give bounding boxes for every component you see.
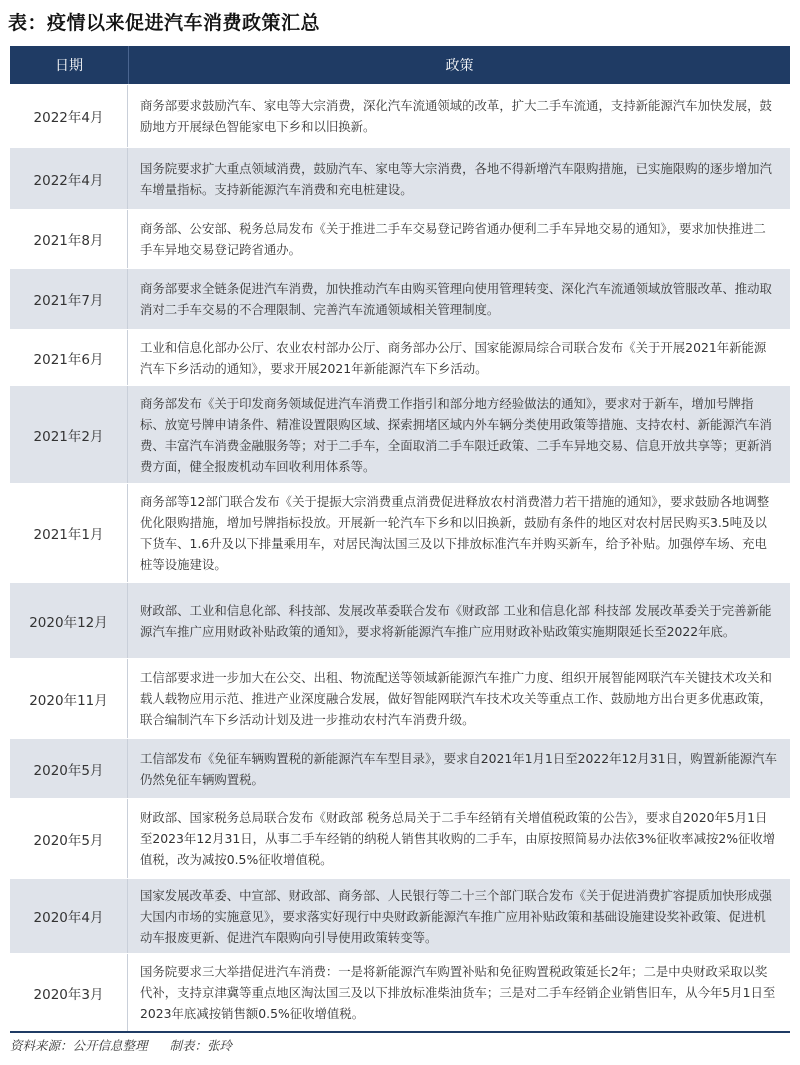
table-row (10, 738, 790, 798)
table-row (10, 385, 790, 483)
row-date: 2020年12月 (10, 583, 128, 658)
table-row (10, 147, 790, 209)
row-date: 2021年6月 (10, 330, 128, 385)
row-policy: 商务部要求全链条促进汽车消费，加快推动汽车由购买管理向使用管理转变、深化汽车流通领域放管服改革、推动取消对二手车交易的不合理限制、完善汽车流通领域相关管理制度。 (140, 281, 772, 317)
row-policy: 商务部要求鼓励汽车、家电等大宗消费，深化汽车流通领域的改革，扩大二手车流通，支持新能源汽车加快发展，鼓励地方开展绿色智能家电下乡和以旧换新。 (140, 98, 772, 134)
header-policy: 政策 (445, 58, 474, 74)
row-policy: 国家发展改革委、中宣部、财政部、商务部、人民银行等二十三个部门联合发布《关于促进消费扩容提质加快形成强大国内市场的实施意见》，要求落实好现行中央财政新能源汽车推广应用补贴政策和基础设施建设奖补政策、促进机动车报废更新、促进汽车限购向引导使用政策转变等。 (140, 887, 772, 945)
row-policy: 财政部、工业和信息化部、科技部、发展改革委联合发布《财政部 工业和信息化部 科技部 发展改革委关于完善新能源汽车推广应用财政补贴政策的通知》，要求将新能源汽车推广应用财政补贴政策实施期限延长至2022年底。 (140, 602, 772, 639)
author-note: 制表：张玲 (169, 1038, 233, 1053)
row-date: 2022年4月 (10, 148, 128, 209)
row-date: 2020年4月 (10, 879, 128, 953)
header-date: 日期 (10, 46, 129, 84)
row-date: 2020年5月 (10, 799, 128, 878)
row-policy: 工信部发布《免征车辆购置税的新能源汽车车型目录》，要求自2021年1月1日至2022年12月31日，购置新能源汽车仍然免征车辆购置税。 (140, 750, 777, 787)
table-row (10, 798, 790, 878)
row-policy: 商务部、公安部、税务总局发布《关于推进二手车交易登记跨省通办便利二手车异地交易的通知》，要求加快推进二手车异地交易登记跨省通办。 (140, 221, 766, 257)
row-date: 2021年8月 (10, 210, 128, 268)
table-header (10, 46, 790, 84)
table-row (10, 84, 790, 147)
table-row (10, 209, 790, 268)
policy-table (10, 46, 790, 1033)
row-policy: 商务部发布《关于印发商务领域促进汽车消费工作指引和部分地方经验做法的通知》，要求对于新车，增加号牌指标、放宽号牌申请条件、精准设置限购区域、探索拥堵区域内外车辆分类使用政策等措施、支持农村、新能源汽车消费、丰富汽车消费金融服务等；对于二手车，全面取消二手车限迁政策、二手车异地交易、信息开放共享等；更新消费方面，健全报废机动车回收利用体系等。 (140, 395, 772, 474)
table-row (10, 582, 790, 658)
table-row (10, 953, 790, 1031)
row-policy: 商务部等12部门联合发布《关于提振大宗消费重点消费促进释放农村消费潜力若干措施的通知》，要求鼓励各地调整优化限购措施，增加号牌指标投放。开展新一轮汽车下乡和以旧换新，鼓励有条件的地区对农村居民购买3.5吨及以下货车、1.6升及以下排量乘用车，对居民淘汰国三及以下排放标准汽车并购买新车，给予补贴。加强停车场、充电桩等设施建设。 (140, 494, 770, 572)
row-date: 2021年7月 (10, 269, 128, 329)
footer-note (10, 1036, 232, 1054)
row-date: 2021年2月 (10, 386, 128, 483)
table-row (10, 483, 790, 582)
row-date: 2022年4月 (10, 85, 128, 147)
row-date: 2020年5月 (10, 739, 128, 798)
table-row (10, 658, 790, 738)
table-title: 表：疫情以来促进汽车消费政策汇总 (8, 12, 321, 34)
table-row (10, 878, 790, 953)
row-date: 2021年1月 (10, 484, 128, 582)
table-row (10, 329, 790, 385)
row-date: 2020年11月 (10, 659, 128, 738)
row-policy: 国务院要求扩大重点领域消费，鼓励汽车、家电等大宗消费，各地不得新增汽车限购措施，已实施限购的逐步增加汽车增量指标。支持新能源汽车消费和充电桩建设。 (140, 160, 772, 197)
row-policy: 财政部、国家税务总局联合发布《财政部 税务总局关于二手车经销有关增值税政策的公告》，要求自2020年5月1日至2023年12月31日，从事二手车经销的纳税人销售其收购的二手车，由原按照简易办法依3%征收率减按2%征收增值税，改为减按0.5%征收增值税。 (140, 810, 776, 867)
row-date: 2020年3月 (10, 954, 128, 1031)
table-row (10, 268, 790, 329)
row-policy: 国务院要求三大举措促进汽车消费：一是将新能源汽车购置补贴和免征购置税政策延长2年；二是中央财政采取以奖代补，支持京津冀等重点地区淘汰国三及以下排放标准柴油货车；三是对二手车经销企业销售旧车，从今年5月1日至2023年底减按销售额0.5%征收增值税。 (140, 964, 776, 1021)
row-policy: 工信部要求进一步加大在公交、出租、物流配送等领域新能源汽车推广力度、组织开展智能网联汽车关键技术攻关和载人载物应用示范、推进产业深度融合发展，做好智能网联汽车技术攻关等重点工作、鼓励地方出台更多优惠政策，联合编制汽车下乡活动计划及进一步推动农村汽车消费升级。 (140, 670, 772, 727)
source-note: 资料来源：公开信息整理 (10, 1038, 148, 1053)
table-bottom-rule (10, 1031, 790, 1033)
row-policy: 工业和信息化部办公厅、农业农村部办公厅、商务部办公厅、国家能源局综合司联合发布《关于开展2021年新能源汽车下乡活动的通知》，要求开展2021年新能源汽车下乡活动。 (140, 339, 767, 376)
